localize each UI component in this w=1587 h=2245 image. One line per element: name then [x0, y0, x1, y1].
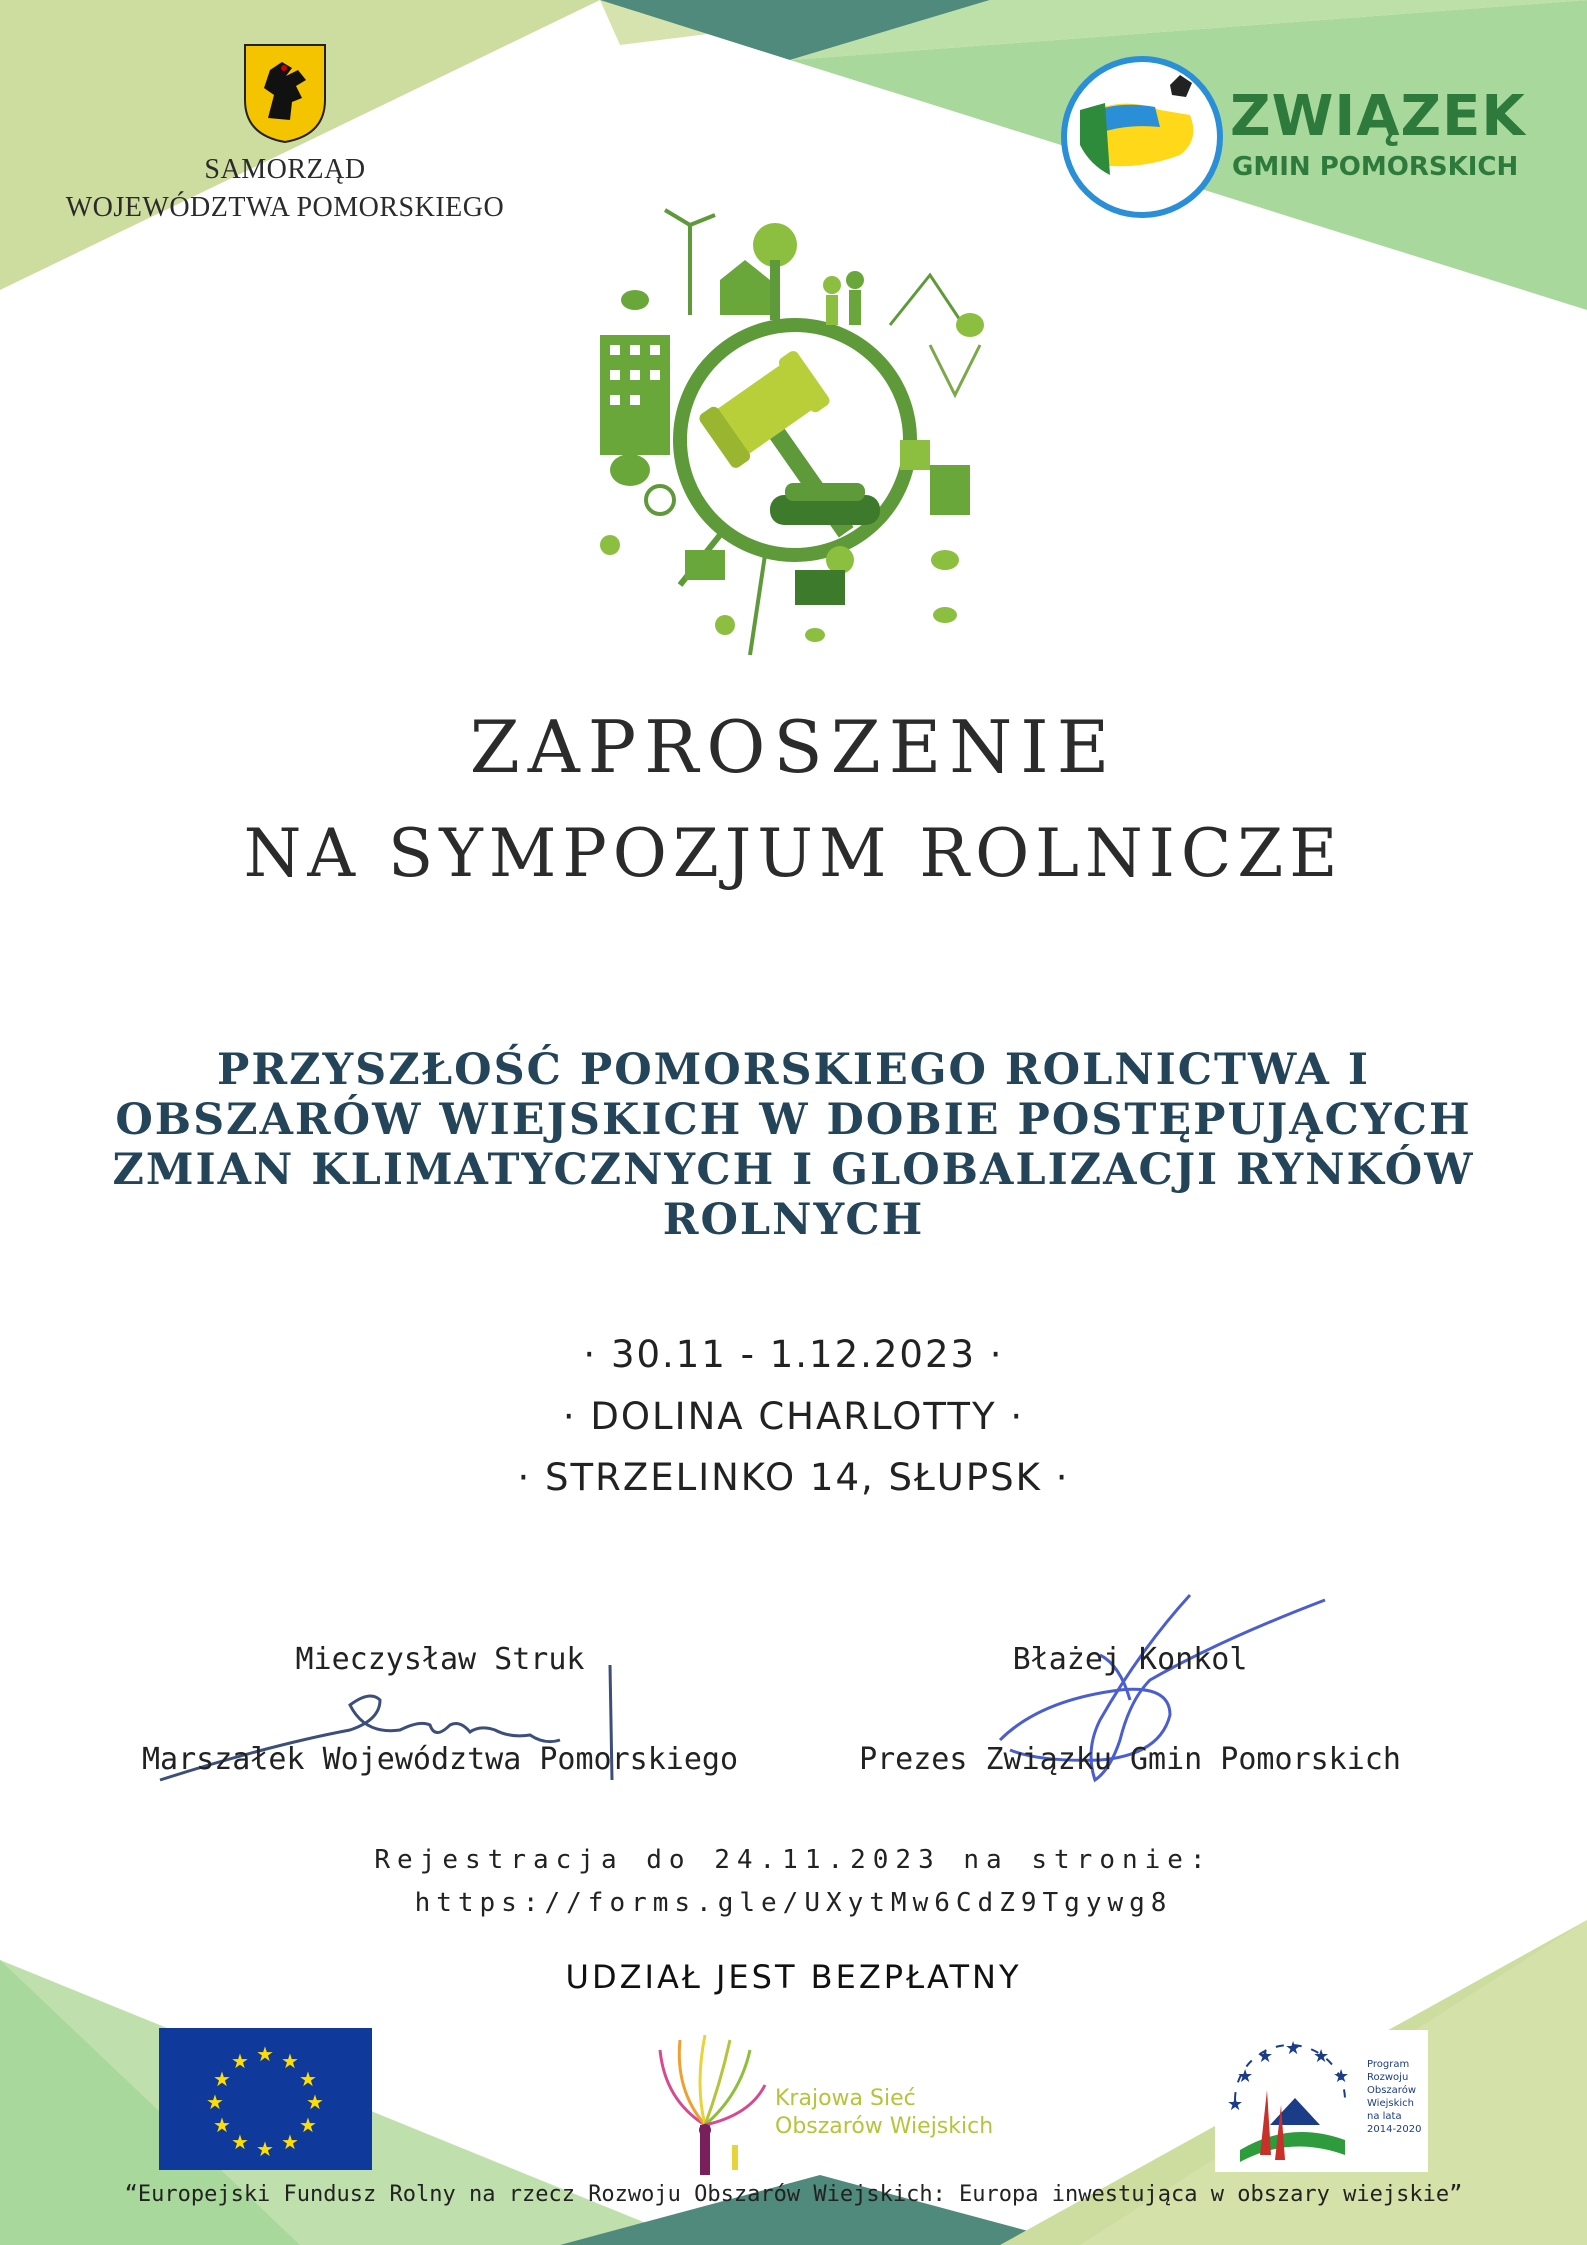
eu-flag-icon	[159, 2028, 372, 2170]
svg-text:★: ★	[306, 2090, 324, 2114]
event-place: · DOLINA CHARLOTTY ·	[562, 1395, 1025, 1438]
prow-line1: Program	[1367, 2059, 1410, 2070]
svg-text:★: ★	[213, 2067, 231, 2091]
svg-text:★: ★	[256, 2137, 274, 2161]
signatory-left-role: Marszałek Województwa Pomorskiego	[141, 1742, 739, 1777]
event-address: · STRZELINKO 14, SŁUPSK ·	[517, 1456, 1070, 1499]
ksow-name	[775, 2085, 993, 2141]
signatory-right-role: Prezes Związku Gmin Pomorskich	[859, 1742, 1401, 1777]
zgp-title: ZWIĄZEK	[1230, 84, 1526, 149]
svg-text:★: ★	[1285, 2038, 1302, 2059]
svg-text:★: ★	[299, 2067, 317, 2091]
svg-text:★: ★	[281, 2049, 299, 2073]
svg-text:★: ★	[1333, 2066, 1350, 2087]
prow-line4: Wiejskich	[1367, 2098, 1414, 2109]
zwiazek-gmin-logo	[1060, 50, 1526, 220]
pomorskie-logo	[40, 40, 530, 227]
zgp-emblem-icon	[1060, 55, 1225, 220]
svg-text:★: ★	[231, 2049, 249, 2073]
org-name-line2: WOJEWÓDZTWA POMORSKIEGO	[65, 192, 505, 223]
svg-text:★: ★	[281, 2130, 299, 2154]
org-name-line1: SAMORZĄD	[204, 154, 366, 185]
signatory-left-name: Mieczysław Struk	[295, 1642, 585, 1677]
prow-logo	[1215, 2030, 1428, 2172]
ksow-line2: Obszarów Wiejskich	[775, 2114, 994, 2139]
prow-emblem-icon	[1215, 2030, 1365, 2172]
eafrd-quote: “Europejski Fundusz Rolny na rzecz Rozwoju Obszarów Wiejskich: Europa inwestująca w obszary wiejskie”	[124, 2182, 1463, 2207]
svg-text:★: ★	[213, 2113, 231, 2137]
eco-gavel-emblem-icon	[570, 205, 1020, 665]
svg-text:★: ★	[1313, 2046, 1330, 2067]
svg-text:★: ★	[231, 2130, 249, 2154]
event-date: · 30.11 - 1.12.2023 ·	[583, 1333, 1004, 1376]
svg-text:★: ★	[1237, 2066, 1254, 2087]
svg-text:★: ★	[1257, 2046, 1274, 2067]
svg-text:★: ★	[206, 2090, 224, 2114]
prow-line3: Obszarów	[1367, 2085, 1416, 2096]
svg-text:★: ★	[1227, 2094, 1244, 2115]
prow-line2: Rozwoju	[1367, 2072, 1409, 2083]
zgp-subtitle: GMIN POMORSKICH	[1232, 152, 1519, 182]
invitation-subtitle: NA SYMPOZJUM ROLNICZE	[243, 815, 1344, 892]
griffin-crest-icon	[240, 40, 330, 145]
symposium-topic: PRZYSZŁOŚĆ POMORSKIEGO ROLNICTWA I OBSZARÓW WIEJSKICH W DOBIE POSTĘPUJĄCYCH ZMIAN KLIMATYCZNYCH I GLOBALIZACJI RYNKÓW ROLNYCH	[112, 1045, 1475, 1245]
free-participation-note: UDZIAŁ JEST BEZPŁATNY	[565, 1958, 1022, 1996]
invitation-title: ZAPROSZENIE	[469, 705, 1118, 789]
registration-text: Rejestracja do 24.11.2023 na stronie:	[374, 1845, 1213, 1875]
prow-name	[1367, 2058, 1428, 2136]
registration-link[interactable]: https://forms.gle/UXytMw6CdZ9Tgywg8	[414, 1888, 1173, 1918]
svg-text:★: ★	[299, 2113, 317, 2137]
signatory-right-name: Błażej Konkol	[1012, 1642, 1248, 1677]
ksow-line1: Krajowa Sieć	[775, 2086, 916, 2111]
ksow-tree-icon	[645, 2030, 775, 2180]
prow-line5: na lata 2014-2020	[1367, 2111, 1422, 2135]
ksow-logo	[645, 2030, 1015, 2180]
svg-text:★: ★	[256, 2042, 274, 2066]
